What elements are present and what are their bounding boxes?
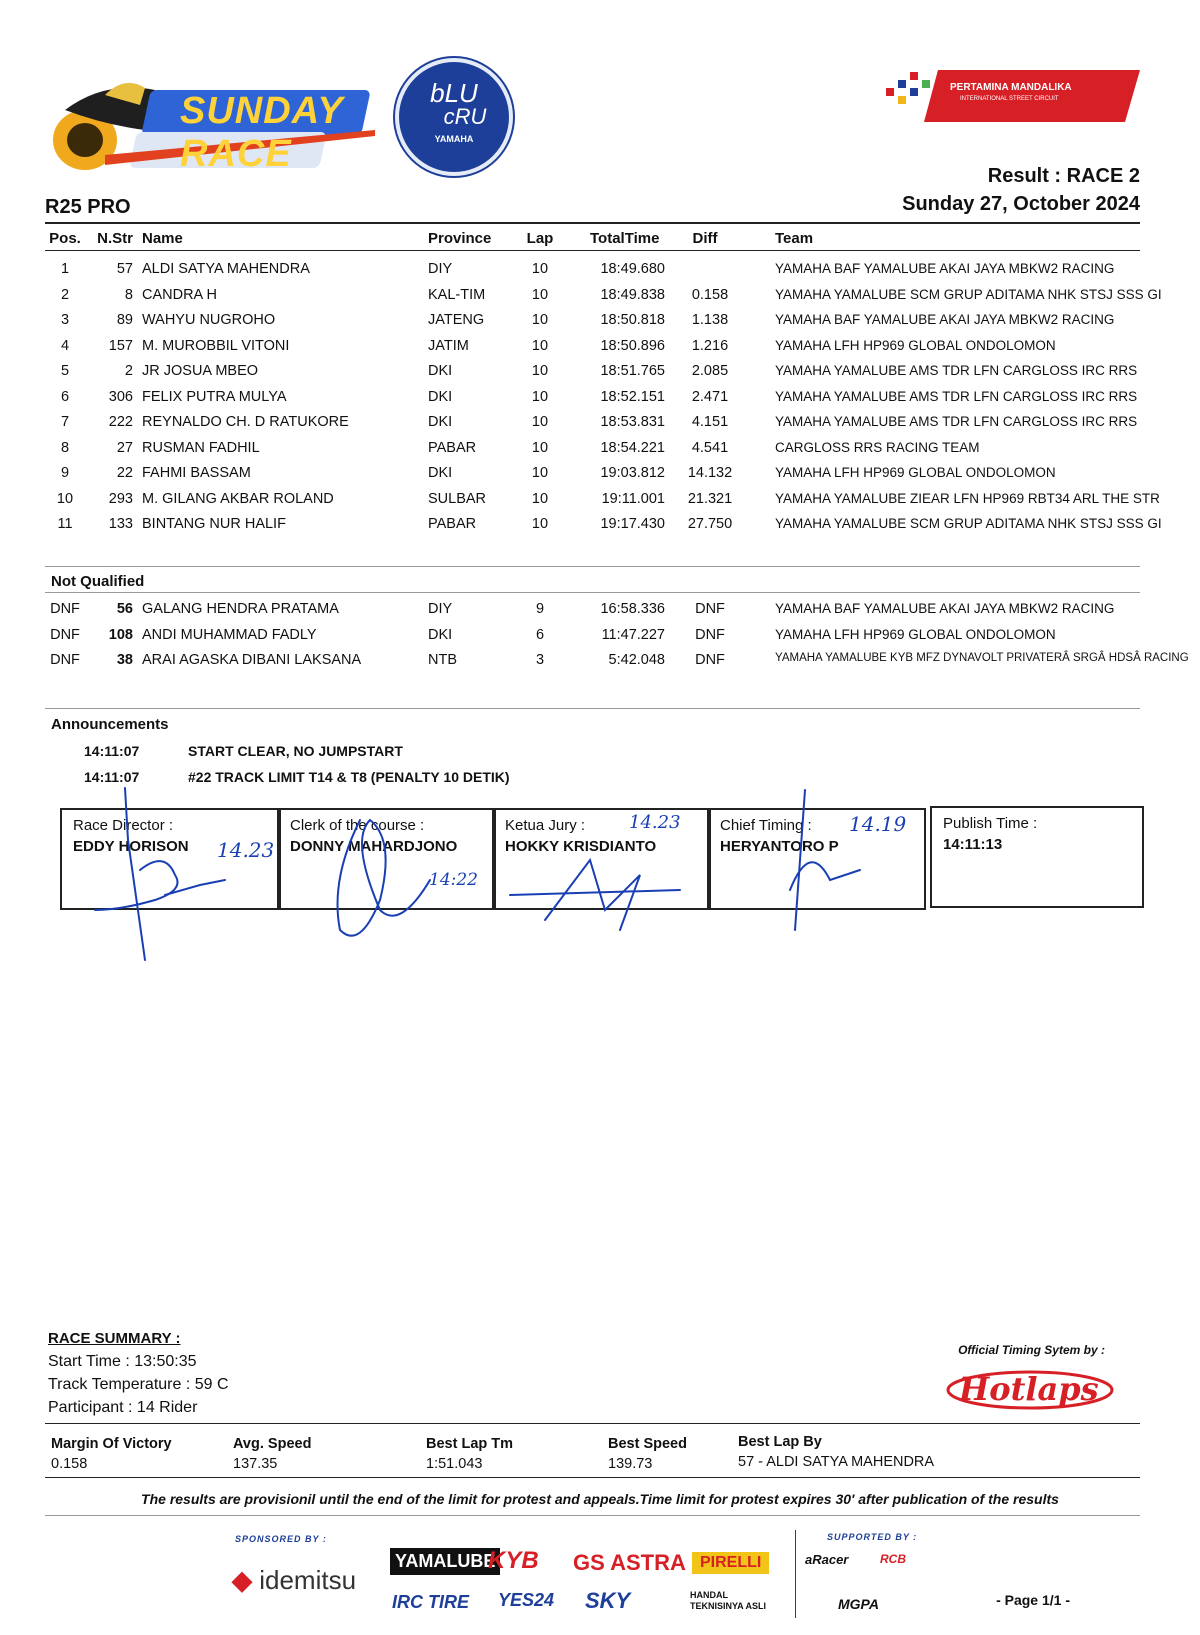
cell-str: 222 bbox=[108, 414, 133, 430]
cell-province: PABAR bbox=[428, 439, 477, 456]
cell-diff: 0.158 bbox=[691, 286, 729, 303]
stat-label-best-lap: Best Lap Tm bbox=[426, 1436, 514, 1452]
table-row bbox=[45, 436, 1140, 462]
cell-diff: 21.321 bbox=[687, 490, 733, 507]
signature-label: Ketua Jury : bbox=[505, 817, 586, 834]
signature-name: DONNY MAHARDJONO bbox=[290, 838, 458, 855]
cell-diff: 2.471 bbox=[691, 388, 729, 405]
signature-stroke bbox=[545, 860, 640, 930]
supporter-rcb: RCB bbox=[880, 1552, 906, 1566]
cell-province: DKI bbox=[428, 626, 453, 643]
cell-str: 57 bbox=[116, 261, 133, 277]
publish-time-label: Publish Time : bbox=[943, 815, 1038, 832]
signature-handwritten-time: 14.19 bbox=[849, 812, 907, 836]
stat-label-best-speed: Best Speed bbox=[608, 1436, 687, 1452]
cell-lap: 10 bbox=[531, 312, 549, 328]
table-row bbox=[45, 308, 1140, 334]
table-row bbox=[45, 461, 1140, 487]
sunday-race-logo bbox=[45, 70, 385, 180]
col-totaltime: TotalTime bbox=[590, 230, 660, 247]
announcements-divider bbox=[45, 708, 1140, 709]
cell-name: FELIX PUTRA MULYA bbox=[142, 388, 287, 405]
hotlaps-logo: Hotlaps bbox=[945, 1368, 1115, 1412]
sponsor-yamalube: YAMALUBE bbox=[390, 1548, 500, 1575]
cell-total-time: 18:49.838 bbox=[600, 286, 665, 303]
cell-team: CARGLOSS RRS RACING TEAM bbox=[775, 439, 980, 455]
race-date: Sunday 27, October 2024 bbox=[902, 193, 1140, 215]
summary-participant: Participant : 14 Rider bbox=[48, 1399, 198, 1416]
cell-lap: 10 bbox=[531, 465, 549, 481]
sunday-race-logo-text: SUNDAY RACE bbox=[180, 90, 343, 175]
stat-value-margin: 0.158 bbox=[51, 1456, 88, 1472]
cell-team: YAMAHA BAF YAMALUBE AKAI JAYA MBKW2 RACING bbox=[775, 261, 1115, 276]
signature-label: Clerk of the course : bbox=[290, 817, 425, 834]
supporter-aracer: aRacer bbox=[805, 1552, 849, 1567]
cell-name: ARAI AGASKA DIBANI LAKSANA bbox=[142, 652, 362, 668]
cell-province: DKI bbox=[428, 363, 453, 379]
table-row bbox=[45, 410, 1140, 436]
announcement-time: 14:11:07 bbox=[84, 743, 140, 759]
stat-value-best-speed: 139.73 bbox=[608, 1456, 653, 1472]
race-summary-title: RACE SUMMARY : bbox=[48, 1330, 181, 1347]
announcement-text: START CLEAR, NO JUMPSTART bbox=[188, 743, 403, 759]
cell-total-time: 18:52.151 bbox=[600, 388, 665, 405]
cell-lap: 10 bbox=[531, 286, 549, 303]
stats-divider bbox=[45, 1477, 1140, 1478]
table-row bbox=[45, 512, 1162, 538]
col-pos: Pos. bbox=[49, 230, 81, 247]
page-number: - Page 1/1 - bbox=[996, 1592, 1070, 1608]
cell-province: SULBAR bbox=[428, 490, 487, 507]
signature-handwritten-time: 14.23 bbox=[629, 812, 681, 833]
cell-team: YAMAHA BAF YAMALUBE AKAI JAYA MBKW2 RACING bbox=[775, 601, 1115, 616]
timing-system-label: Official Timing Sytem by : bbox=[958, 1343, 1105, 1357]
cell-diff: 4.151 bbox=[691, 414, 729, 430]
summary-track-temperature: Track Temperature : 59 C bbox=[48, 1376, 229, 1393]
cell-name: BINTANG NUR HALIF bbox=[142, 516, 286, 532]
cell-diff: 4.541 bbox=[691, 439, 729, 456]
cell-diff: 14.132 bbox=[687, 465, 733, 481]
table-row bbox=[45, 648, 1189, 674]
cell-name: WAHYU NUGROHO bbox=[142, 312, 276, 328]
cell-team: YAMAHA BAF YAMALUBE AKAI JAYA MBKW2 RACING bbox=[775, 312, 1115, 327]
col-diff: Diff bbox=[692, 230, 718, 247]
signature-name: HERYANTORO P bbox=[720, 838, 839, 855]
table-row bbox=[45, 597, 1140, 623]
sponsor-divider bbox=[795, 1530, 796, 1618]
cell-pos: 3 bbox=[60, 312, 70, 328]
stat-value-best-lap: 1:51.043 bbox=[426, 1456, 483, 1472]
signature-name: HOKKY KRISDIANTO bbox=[505, 838, 657, 855]
cell-lap: 10 bbox=[531, 414, 549, 430]
disclaimer: The results are provisionil until the end of the limit for protest and appeals.Time limit for protest expires 30' after publication of the results bbox=[141, 1491, 1059, 1507]
cell-team: YAMAHA LFH HP969 GLOBAL ONDOLOMON bbox=[775, 626, 1056, 642]
table-row bbox=[45, 359, 1140, 385]
announcement-time: 14:11:07 bbox=[84, 769, 140, 785]
cell-total-time: 16:58.336 bbox=[600, 601, 665, 617]
cell-str: 157 bbox=[108, 337, 133, 354]
cell-team: YAMAHA YAMALUBE ZIEAR LFN HP969 RBT34 ARL THE STR bbox=[775, 490, 1160, 506]
cell-team: YAMAHA YAMALUBE SCM GRUP ADITAMA NHK STSJ SSS GI bbox=[775, 286, 1162, 302]
col-province: Province bbox=[428, 230, 492, 247]
cell-str: 8 bbox=[124, 286, 133, 303]
cell-str: 27 bbox=[116, 439, 133, 456]
cell-team: YAMAHA LFH HP969 GLOBAL ONDOLOMON bbox=[775, 465, 1056, 480]
cell-lap: 6 bbox=[535, 626, 545, 643]
stat-label-margin: Margin Of Victory bbox=[51, 1436, 172, 1452]
cell-lap: 9 bbox=[535, 601, 545, 617]
sponsor-kyb: KYB bbox=[488, 1547, 539, 1574]
cell-lap: 10 bbox=[531, 363, 549, 379]
table-row bbox=[45, 334, 1140, 360]
cell-str: 108 bbox=[108, 626, 133, 643]
signature-stroke bbox=[125, 788, 145, 960]
signature-label: Chief Timing : bbox=[720, 817, 812, 834]
cell-total-time: 19:03.812 bbox=[600, 465, 665, 481]
sponsor-irc: IRC TIRE bbox=[392, 1592, 470, 1612]
sponsor-handal: HANDAL TEKNISINYA ASLI bbox=[690, 1590, 767, 1611]
cell-pos: 7 bbox=[60, 414, 70, 430]
summary-start-time: Start Time : 13:50:35 bbox=[48, 1353, 197, 1370]
sponsor-idemitsu: ◆ idemitsu bbox=[232, 1565, 357, 1595]
cell-province: JATENG bbox=[428, 312, 485, 328]
cell-name: M. MUROBBIL VITONI bbox=[142, 337, 290, 354]
cell-team: YAMAHA YAMALUBE AMS TDR LFN CARGLOSS IRC RRS bbox=[775, 388, 1138, 404]
table-row bbox=[45, 257, 1140, 283]
results-divider bbox=[45, 566, 1140, 567]
cell-diff: 2.085 bbox=[691, 363, 729, 379]
cell-total-time: 18:49.680 bbox=[600, 261, 665, 277]
cell-pos: 6 bbox=[60, 388, 70, 405]
signature-stroke bbox=[510, 890, 680, 895]
sponsor-yes: YES24 bbox=[498, 1590, 555, 1610]
not-qualified-divider bbox=[45, 592, 1140, 593]
col-lap: Lap bbox=[526, 230, 554, 247]
col-name: Name bbox=[142, 230, 183, 247]
stat-label-avg-speed: Avg. Speed bbox=[233, 1436, 312, 1452]
sponsor-sky: SKY bbox=[585, 1588, 631, 1613]
table-row bbox=[45, 623, 1140, 649]
sponsor-gs-astra: GS ASTRA bbox=[573, 1550, 686, 1575]
sponsor-pirelli: PIRELLI bbox=[692, 1552, 769, 1574]
cell-diff: DNF bbox=[695, 652, 725, 668]
stat-value-best-lap-by: 57 - ALDI SATYA MAHENDRA bbox=[738, 1454, 935, 1470]
signature-stroke bbox=[795, 790, 805, 930]
announcement-text: #22 TRACK LIMIT T14 & T8 (PENALTY 10 DETIK) bbox=[188, 769, 510, 785]
cell-pos: 1 bbox=[60, 261, 70, 277]
cell-name: CANDRA H bbox=[142, 286, 217, 303]
cell-total-time: 19:17.430 bbox=[600, 516, 665, 532]
cell-diff: DNF bbox=[695, 626, 725, 643]
cell-total-time: 18:50.896 bbox=[600, 337, 665, 354]
class-name: R25 PRO bbox=[45, 196, 131, 218]
cell-name: M. GILANG AKBAR ROLAND bbox=[142, 490, 334, 507]
cell-diff: 1.216 bbox=[691, 337, 729, 354]
cell-name: ANDI MUHAMMAD FADLY bbox=[142, 626, 317, 643]
cell-province: DKI bbox=[428, 388, 453, 405]
cell-name: ALDI SATYA MAHENDRA bbox=[142, 261, 310, 277]
cell-str: 22 bbox=[116, 465, 133, 481]
pertamina-mandalika-logo: PERTAMINA MANDALIKA INTERNATIONAL STREET CIRCUIT bbox=[880, 68, 1140, 124]
cell-diff: 27.750 bbox=[687, 516, 733, 532]
cell-province: PABAR bbox=[428, 516, 477, 532]
cell-province: DKI bbox=[428, 465, 453, 481]
cell-total-time: 19:11.001 bbox=[601, 490, 665, 507]
signature-name: EDDY HORISON bbox=[73, 838, 189, 855]
cell-pos: 2 bbox=[60, 286, 70, 303]
cell-total-time: 18:51.765 bbox=[600, 363, 665, 379]
cell-lap: 3 bbox=[535, 652, 545, 668]
cell-team: YAMAHA YAMALUBE AMS TDR LFN CARGLOSS IRC RRS bbox=[775, 363, 1138, 378]
cell-name: REYNALDO CH. D RATUKORE bbox=[142, 414, 349, 430]
cell-province: DKI bbox=[428, 414, 453, 430]
col-str: N.Str bbox=[97, 230, 133, 247]
cell-diff: 1.138 bbox=[691, 312, 729, 328]
cell-team: YAMAHA YAMALUBE AMS TDR LFN CARGLOSS IRC RRS bbox=[775, 414, 1138, 429]
cell-str: 133 bbox=[108, 516, 133, 532]
cell-name: JR JOSUA MBEO bbox=[142, 363, 259, 379]
cell-lap: 10 bbox=[531, 337, 549, 354]
table-header-divider bbox=[45, 250, 1140, 251]
stat-label-best-lap-by: Best Lap By bbox=[738, 1434, 822, 1450]
cell-pos: DNF bbox=[50, 601, 80, 617]
cell-diff: DNF bbox=[695, 601, 725, 617]
cell-lap: 10 bbox=[531, 516, 549, 532]
table-row bbox=[45, 385, 1140, 411]
cell-province: DIY bbox=[428, 601, 453, 617]
cell-province: DIY bbox=[428, 261, 453, 277]
cell-total-time: 18:54.221 bbox=[600, 439, 665, 456]
signature-stroke bbox=[338, 820, 431, 936]
result-title: Result : RACE 2 bbox=[987, 165, 1140, 187]
cell-str: 306 bbox=[108, 388, 133, 405]
announcements-label: Announcements bbox=[51, 716, 169, 733]
cell-province: NTB bbox=[428, 652, 457, 668]
cell-province: KAL-TIM bbox=[428, 286, 486, 303]
cell-pos: DNF bbox=[50, 626, 80, 643]
cell-str: 293 bbox=[108, 490, 133, 507]
handwritten-signatures bbox=[0, 780, 1200, 970]
cell-pos: 5 bbox=[60, 363, 70, 379]
cell-pos: 11 bbox=[57, 516, 73, 532]
cell-total-time: 11:47.227 bbox=[601, 626, 665, 643]
not-qualified-label: Not Qualified bbox=[51, 573, 145, 590]
signature-stroke bbox=[165, 880, 225, 895]
cell-lap: 10 bbox=[531, 490, 549, 507]
cell-name: GALANG HENDRA PRATAMA bbox=[142, 601, 339, 617]
cell-lap: 10 bbox=[531, 439, 549, 456]
cell-name: FAHMI BASSAM bbox=[142, 465, 251, 481]
cell-province: JATIM bbox=[428, 337, 469, 354]
cell-lap: 10 bbox=[531, 261, 549, 277]
blucru-logo: bLU cRU YAMAHA bbox=[395, 58, 513, 176]
cell-str: 56 bbox=[116, 601, 133, 617]
cell-name: RUSMAN FADHIL bbox=[142, 439, 260, 456]
cell-total-time: 18:53.831 bbox=[600, 414, 665, 430]
cell-str: 2 bbox=[124, 363, 133, 379]
cell-pos: 8 bbox=[60, 439, 70, 456]
cell-total-time: 18:50.818 bbox=[600, 312, 665, 328]
table-row bbox=[45, 283, 1162, 309]
cell-pos: 10 bbox=[56, 490, 74, 507]
header-divider bbox=[45, 222, 1140, 224]
disclaimer-divider bbox=[45, 1515, 1140, 1516]
cell-total-time: 5:42.048 bbox=[608, 652, 665, 668]
stat-value-avg-speed: 137.35 bbox=[233, 1456, 278, 1472]
cell-team: YAMAHA YAMALUBE KYB MFZ DYNAVOLT PRIVATERÂ SRGÂ HDSÂ RACING bbox=[775, 652, 1189, 664]
supported-by-label: SUPPORTED BY : bbox=[827, 1532, 918, 1542]
signature-handwritten-time: 14:22 bbox=[429, 870, 478, 890]
supporter-mgpa: MGPA bbox=[838, 1596, 879, 1612]
cell-str: 38 bbox=[116, 652, 133, 668]
cell-lap: 10 bbox=[531, 388, 549, 405]
signature-handwritten-time: 14.23 bbox=[217, 838, 275, 862]
summary-divider bbox=[45, 1423, 1140, 1424]
col-team: Team bbox=[775, 230, 814, 247]
cell-pos: DNF bbox=[50, 652, 80, 668]
cell-pos: 9 bbox=[60, 465, 70, 481]
cell-pos: 4 bbox=[60, 337, 70, 354]
cell-team: YAMAHA LFH HP969 GLOBAL ONDOLOMON bbox=[775, 337, 1056, 353]
cell-team: YAMAHA YAMALUBE SCM GRUP ADITAMA NHK STSJ SSS GI bbox=[775, 516, 1162, 531]
cell-str: 89 bbox=[116, 312, 133, 328]
signature-label: Race Director : bbox=[73, 817, 174, 834]
sponsored-by-label: SPONSORED BY : bbox=[235, 1534, 327, 1544]
table-row bbox=[45, 487, 1160, 513]
publish-time-value: 14:11:13 bbox=[943, 836, 1003, 853]
table-header bbox=[45, 226, 1140, 252]
